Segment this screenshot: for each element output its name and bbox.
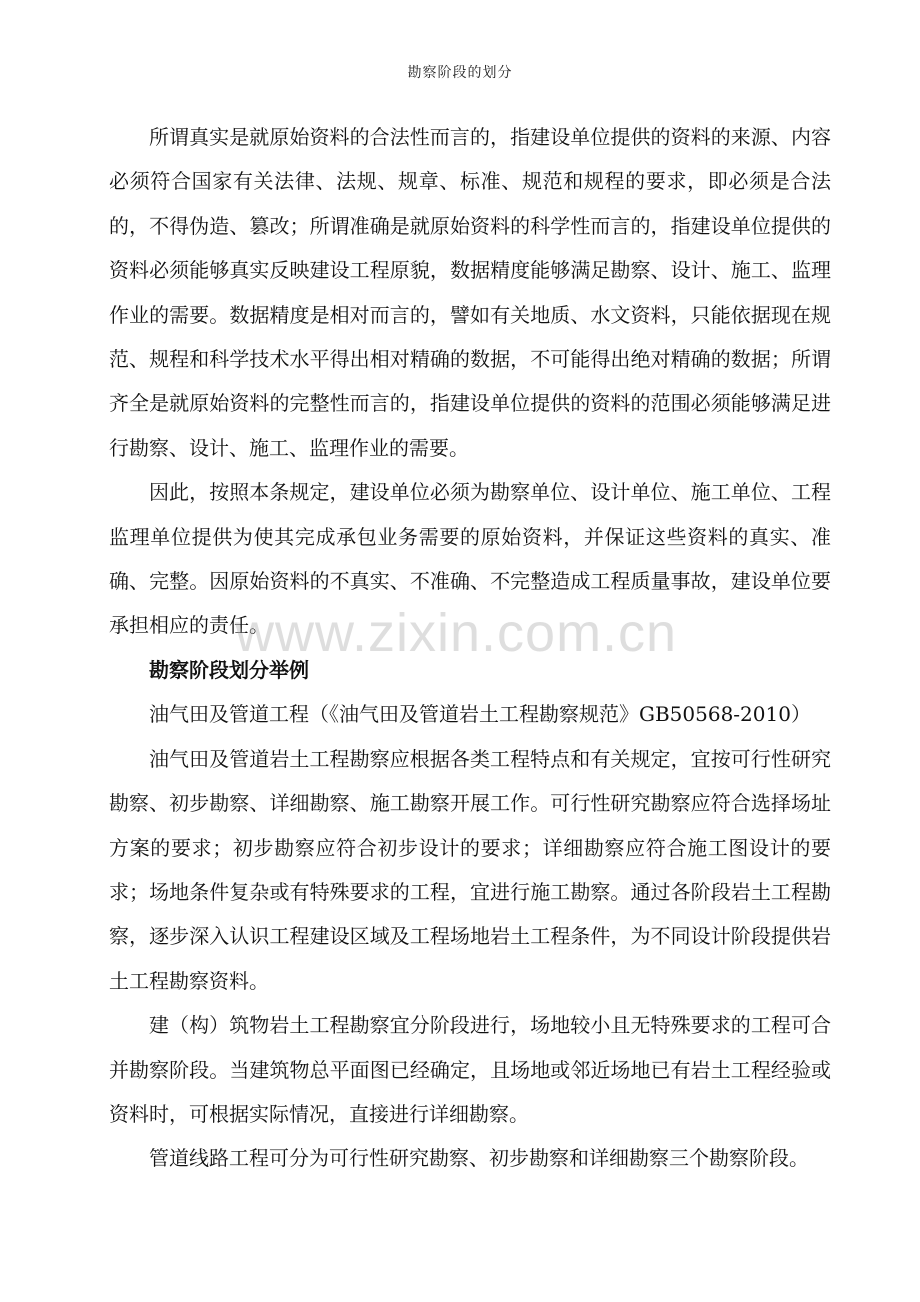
paragraph-standard-reference: 油气田及管道工程（《油气田及管道岩土工程勘察规范》GB50568-2010） (149, 702, 811, 727)
paragraph-pipeline-stages: 管道线路工程可分为可行性研究勘察、初步勘察和详细勘察三个勘察阶段。 (149, 1146, 809, 1171)
page-header: 勘察阶段的划分 (407, 65, 513, 81)
paragraph-stages: 油气田及管道岩土工程勘察应根据各类工程特点和有关规定，宜按可行性研究勘察、初步勘察、详细勘察、施工勘察开展工作。可行性研究勘察应符合选择场址方案的要求；初步勘察应符合初步设计的要求；详细勘察应符合施工图设计的要求；场地条件复杂或有特殊要求的工程，宜进行施工勘察。通过各阶段岩土工程勘察，逐步深入认识工程建设区域及工程场地岩土工程条件，为不同设计阶段提供岩土工程勘察资料。 (109, 746, 831, 993)
paragraph-building-survey: 建（构）筑物岩土工程勘察宜分阶段进行，场地较小且无特殊要求的工程可合并勘察阶段。当建筑物总平面图已经确定，且场地或邻近场地已有岩土工程经验或资料时，可根据实际情况，直接进行详细勘察。 (109, 1013, 831, 1126)
watermark-text: www.zixin.com.cn (235, 603, 678, 663)
document-body (109, 115, 831, 1181)
paragraph-responsibility: 因此，按照本条规定，建设单位必须为勘察单位、设计单位、施工单位、工程监理单位提供为使其完成承包业务需要的原始资料，并保证这些资料的真实、准确、完整。因原始资料的不真实、不准确、不完整造成工程质量事故，建设单位要承担相应的责任。 (109, 480, 831, 638)
paragraph-authenticity: 所谓真实是就原始资料的合法性而言的，指建设单位提供的资料的来源、内容必须符合国家有关法律、法规、规章、标准、规范和规程的要求，即必须是合法的，不得伪造、篡改；所谓准确是就原始资料的科学性而言的，指建设单位提供的资料必须能够真实反映建设工程原貌，数据精度能够满足勘察、设计、施工、监理作业的需要。数据精度是相对而言的，譬如有关地质、水文资料，只能依据现在规范、规程和科学技术水平得出相对精确的数据，不可能得出绝对精确的数据；所谓齐全是就原始资料的完整性而言的，指建设单位提供的资料的范围必须能够满足进行勘察、设计、施工、监理作业的需要。 (109, 125, 831, 460)
section-heading: 勘察阶段划分举例 (149, 657, 309, 682)
